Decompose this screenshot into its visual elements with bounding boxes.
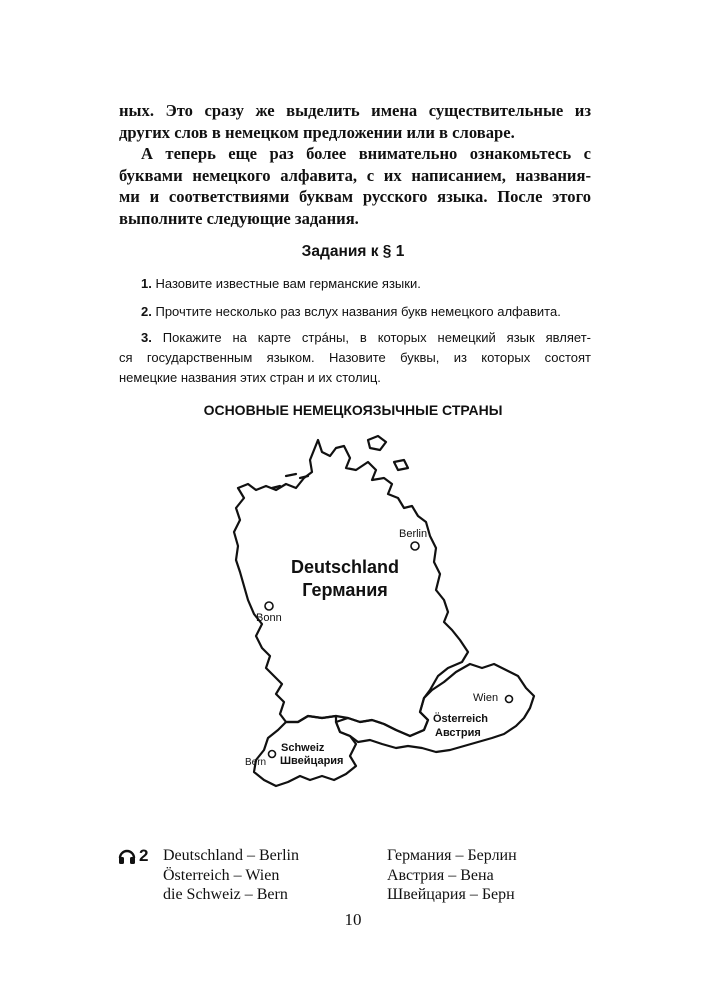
bern-label: Bern — [245, 757, 267, 768]
swiss-label-de: Schweiz — [281, 742, 325, 754]
vocab-russian-column — [387, 846, 517, 905]
intro-line: ми и соответствиями буквам русского языка. После этого — [119, 187, 591, 206]
vocab-item: die Schweiz – Bern — [163, 886, 288, 903]
task-number: 2. — [141, 304, 152, 319]
swiss-label-ru: Швейцария — [280, 755, 344, 767]
tasks-heading: Задания к § 1 — [301, 243, 405, 260]
task-text: Назовите известные вам германские языки. — [155, 276, 421, 291]
task-number: 1. — [141, 276, 152, 291]
task-number: 3. — [141, 330, 152, 345]
austria-label-ru: Австрия — [435, 727, 481, 739]
task-text: ся государственным языком. Назовите буквы, из которых состоят — [119, 350, 591, 365]
intro-line: А теперь еще раз более внимательно ознакомьтесь с — [141, 144, 591, 163]
intro-line: других слов в немецком предложении или в словаре. — [119, 122, 515, 142]
germany-label-ru: Германия — [302, 580, 388, 600]
berlin-marker — [411, 542, 419, 550]
berlin-label: Berlin — [399, 528, 428, 540]
vocab-item: Deutschland – Berlin — [163, 847, 299, 864]
vocab-item: Австрия – Вена — [387, 866, 494, 884]
audio-track-number: 2 — [139, 846, 149, 865]
map-title: ОСНОВНЫЕ НЕМЕЦКОЯЗЫЧНЫЕ СТРАНЫ — [203, 402, 503, 418]
page-number: 10 — [344, 910, 362, 929]
intro-line: ных. Это сразу же выделить имена существительные из — [119, 101, 591, 120]
vocab-item: Швейцария – Берн — [387, 886, 515, 903]
wien-marker — [506, 696, 513, 703]
intro-line: буквами немецкого алфавита, с их написанием, названия- — [119, 165, 591, 185]
task-text: немецкие названия этих стран и их столиц. — [119, 370, 381, 385]
audio-track-marker — [117, 846, 148, 866]
bonn-label: Bonn — [256, 612, 282, 624]
austria-label-de: Österreich — [433, 713, 489, 725]
task-text: Покажите на карте стрáны, в которых немецкий язык являет- — [162, 330, 591, 345]
germany-label-de: Deutschland — [290, 557, 400, 577]
vocab-german-column — [163, 846, 299, 905]
wien-label: Wien — [473, 692, 499, 704]
bonn-marker — [265, 602, 273, 610]
vocab-item: Österreich – Wien — [163, 866, 280, 884]
bern-marker — [269, 751, 276, 758]
task-text: Прочтите несколько раз вслух названия букв немецкого алфавита. — [155, 304, 561, 319]
vocab-item: Германия – Берлин — [387, 847, 517, 864]
intro-line: выполните следующие задания. — [119, 208, 359, 228]
headphones-icon — [117, 846, 137, 866]
